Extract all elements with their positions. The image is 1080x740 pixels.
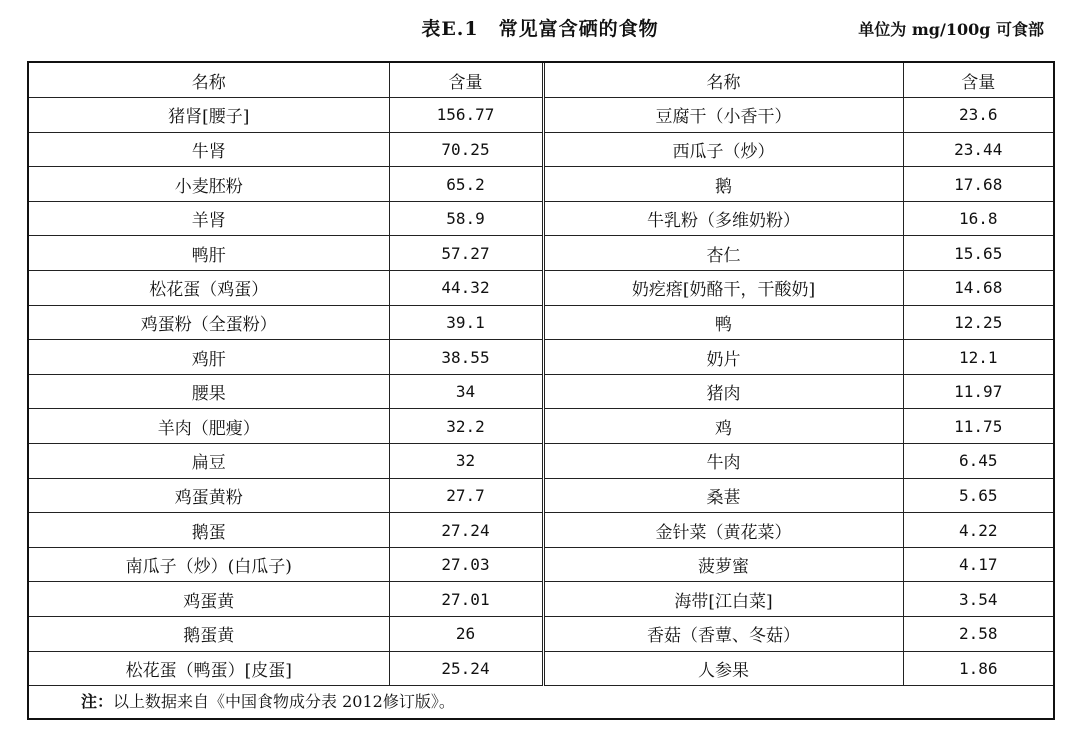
table-row — [29, 617, 1053, 652]
table-row — [29, 340, 1053, 375]
header-name-left: 名称 — [29, 63, 389, 98]
food-name: 鸡蛋黄 — [29, 582, 389, 617]
food-name: 牛肾 — [29, 132, 389, 167]
food-name: 鸡蛋黄粉 — [29, 478, 389, 513]
selenium-value: 26 — [389, 617, 543, 652]
food-name: 鸡 — [543, 409, 903, 444]
selenium-value: 70.25 — [389, 132, 543, 167]
table-row — [29, 305, 1053, 340]
table-frame — [27, 61, 1055, 720]
selenium-value: 32 — [389, 444, 543, 479]
header-amount-right: 含量 — [903, 63, 1053, 98]
food-name: 鸭 — [543, 305, 903, 340]
food-name: 小麦胚粉 — [29, 167, 389, 202]
selenium-value: 44.32 — [389, 271, 543, 306]
table-header-row — [29, 63, 1053, 98]
table-row — [29, 132, 1053, 167]
selenium-value: 16.8 — [903, 201, 1053, 236]
selenium-value: 1.86 — [903, 651, 1053, 686]
table-row — [29, 167, 1053, 202]
selenium-value: 3.54 — [903, 582, 1053, 617]
selenium-value: 4.22 — [903, 513, 1053, 548]
table-row — [29, 444, 1053, 479]
selenium-value: 17.68 — [903, 167, 1053, 202]
food-name: 鹅蛋黄 — [29, 617, 389, 652]
food-name: 南瓜子（炒）(白瓜子) — [29, 547, 389, 582]
food-name: 奶疙瘩[奶酪干，干酸奶] — [543, 271, 903, 306]
food-name: 鹅蛋 — [29, 513, 389, 548]
table-title: 表E.1 常见富含硒的食物 — [421, 18, 659, 40]
food-name: 鸭肝 — [29, 236, 389, 271]
selenium-value: 11.97 — [903, 374, 1053, 409]
selenium-value: 6.45 — [903, 444, 1053, 479]
selenium-value: 14.68 — [903, 271, 1053, 306]
table-row — [29, 201, 1053, 236]
food-name: 海带[江白菜] — [543, 582, 903, 617]
selenium-value: 23.44 — [903, 132, 1053, 167]
table-row — [29, 374, 1053, 409]
food-name: 豆腐干（小香干） — [543, 98, 903, 133]
food-name: 鹅 — [543, 167, 903, 202]
food-name: 猪肾[腰子] — [29, 98, 389, 133]
food-name: 松花蛋（鸡蛋） — [29, 271, 389, 306]
selenium-value: 34 — [389, 374, 543, 409]
selenium-value: 2.58 — [903, 617, 1053, 652]
food-name: 人参果 — [543, 651, 903, 686]
table-row — [29, 478, 1053, 513]
header-name-right: 名称 — [543, 63, 903, 98]
food-name: 羊肉（肥瘦） — [29, 409, 389, 444]
table-footnote — [29, 685, 1053, 718]
selenium-value: 156.77 — [389, 98, 543, 133]
selenium-value: 57.27 — [389, 236, 543, 271]
selenium-value: 12.1 — [903, 340, 1053, 375]
food-name: 杏仁 — [543, 236, 903, 271]
selenium-value: 4.17 — [903, 547, 1053, 582]
selenium-food-table — [29, 63, 1053, 686]
footnote-text: 以上数据来自《中国食物成分表 2012修订版》。 — [113, 692, 455, 711]
selenium-value: 5.65 — [903, 478, 1053, 513]
table-row — [29, 236, 1053, 271]
table-row — [29, 651, 1053, 686]
food-name: 香菇（香蕈、冬菇） — [543, 617, 903, 652]
selenium-value: 27.7 — [389, 478, 543, 513]
food-name: 扁豆 — [29, 444, 389, 479]
food-name: 菠萝蜜 — [543, 547, 903, 582]
food-name: 金针菜（黄花菜） — [543, 513, 903, 548]
selenium-value: 11.75 — [903, 409, 1053, 444]
food-name: 牛乳粉（多维奶粉） — [543, 201, 903, 236]
food-name: 鸡蛋粉（全蛋粉） — [29, 305, 389, 340]
selenium-value: 32.2 — [389, 409, 543, 444]
food-name: 牛肉 — [543, 444, 903, 479]
selenium-value: 15.65 — [903, 236, 1053, 271]
unit-label: 单位为 mg/100g 可食部 — [858, 20, 1044, 39]
food-name: 松花蛋（鸭蛋）[皮蛋] — [29, 651, 389, 686]
food-name: 羊肾 — [29, 201, 389, 236]
food-name: 西瓜子（炒） — [543, 132, 903, 167]
table-row — [29, 513, 1053, 548]
selenium-value: 58.9 — [389, 201, 543, 236]
selenium-value: 65.2 — [389, 167, 543, 202]
food-name: 腰果 — [29, 374, 389, 409]
food-name: 奶片 — [543, 340, 903, 375]
table-row — [29, 582, 1053, 617]
selenium-value: 23.6 — [903, 98, 1053, 133]
selenium-value: 25.24 — [389, 651, 543, 686]
selenium-value: 27.03 — [389, 547, 543, 582]
selenium-value: 38.55 — [389, 340, 543, 375]
selenium-value: 27.24 — [389, 513, 543, 548]
table-row — [29, 271, 1053, 306]
selenium-value: 27.01 — [389, 582, 543, 617]
footnote-label: 注： — [81, 692, 114, 711]
selenium-value: 39.1 — [389, 305, 543, 340]
food-name: 鸡肝 — [29, 340, 389, 375]
food-name: 桑葚 — [543, 478, 903, 513]
table-row — [29, 547, 1053, 582]
header-amount-left: 含量 — [389, 63, 543, 98]
food-name: 猪肉 — [543, 374, 903, 409]
selenium-value: 12.25 — [903, 305, 1053, 340]
table-row — [29, 98, 1053, 133]
table-row — [29, 409, 1053, 444]
